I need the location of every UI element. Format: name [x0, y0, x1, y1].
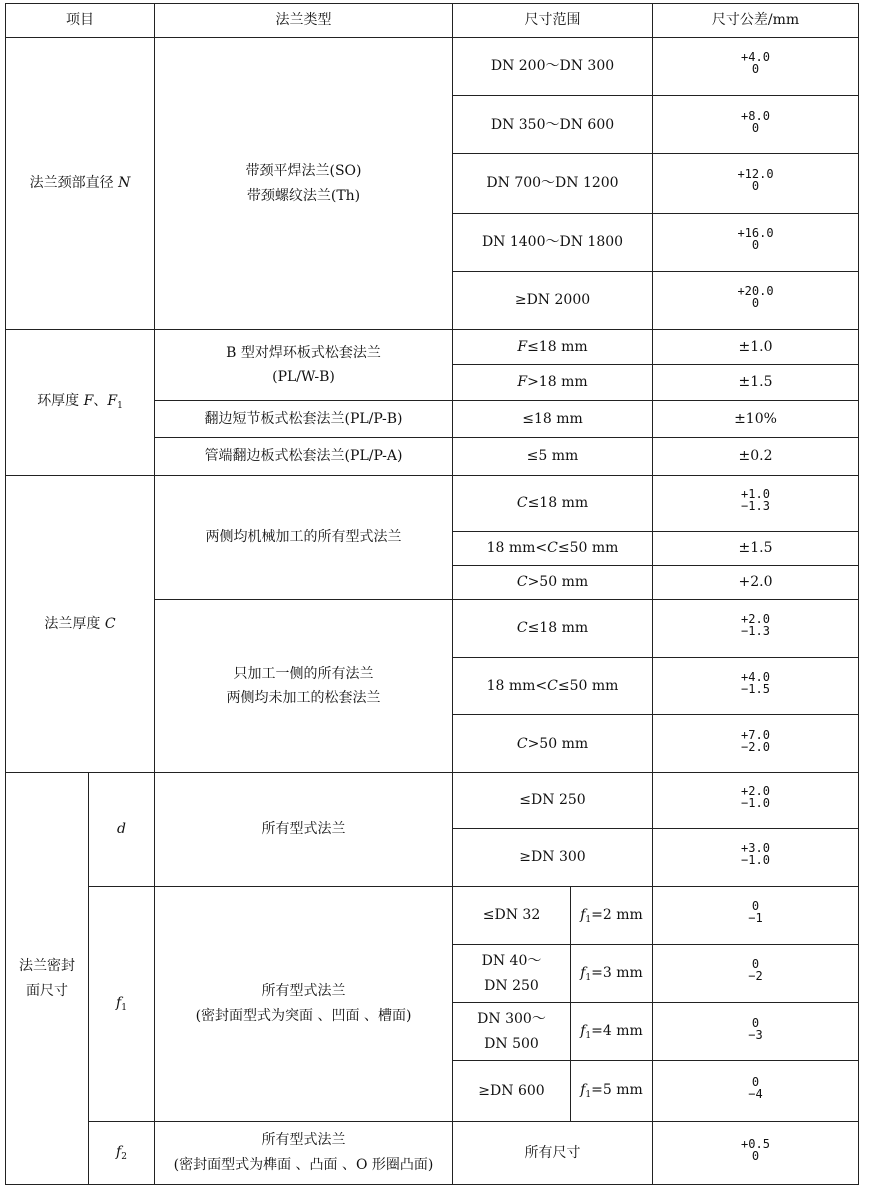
neck-range-4: ≥DN 2000 — [453, 271, 653, 329]
neck-tol-2 — [653, 154, 859, 213]
tol-upper: +2.0 — [741, 784, 770, 799]
f-sub: 1 — [585, 1030, 592, 1041]
thick-group1-type: 两侧均机械加工的所有型式法兰 — [155, 475, 453, 599]
range-line1: ≤DN 32 — [482, 907, 541, 924]
header-type: 法兰类型 — [155, 4, 453, 38]
ring-pipe-type: 管端翻边板式松套法兰(PL/P-A) — [155, 438, 453, 475]
tol-lower: 0 — [751, 179, 760, 194]
neck-item-label: 法兰颈部直径 — [29, 175, 114, 192]
ring-flare-tol: ±10% — [653, 401, 859, 438]
range-symbol: C — [547, 540, 558, 556]
f-sub: 1 — [585, 1090, 592, 1101]
table-row — [6, 773, 859, 828]
range-value: >18 mm — [527, 374, 588, 391]
header-tolerance: 尺寸公差/mm — [653, 4, 859, 38]
seal-d-range-1: ≥DN 300 — [453, 828, 653, 886]
neck-range-3: DN 1400～DN 1800 — [453, 213, 653, 271]
f-symbol: f — [580, 964, 586, 981]
neck-range-1: DN 350～DN 600 — [453, 96, 653, 154]
header-row — [6, 4, 859, 38]
f-symbol-sub: 1 — [121, 1002, 127, 1013]
seal-f2-symbol — [89, 1121, 155, 1184]
thick-g2-range-1 — [453, 658, 653, 715]
thick-group2-type — [155, 599, 453, 773]
f-value: =2 mm — [591, 906, 643, 923]
ring-item-sym1: F — [83, 393, 94, 410]
range-line1: DN 300～ — [477, 1011, 546, 1028]
thick-g1-tol-2: +2.0 — [653, 565, 859, 599]
seal-d-tol-1 — [653, 828, 859, 886]
tol-lower: 0 — [751, 62, 760, 77]
tol-lower: −1.3 — [741, 498, 770, 513]
thick-g1-range-2 — [453, 565, 653, 599]
f-symbol: f — [580, 1022, 586, 1039]
tol-lower: −1 — [748, 911, 763, 926]
thick-item-label: 法兰厚度 — [44, 615, 101, 632]
tol-upper: +0.5 — [741, 1136, 770, 1151]
seal-f1-tol-1 — [653, 945, 859, 1003]
ring-pipe-range: ≤5 mm — [453, 438, 653, 475]
range-prefix: 18 mm< — [486, 540, 548, 556]
f-value: =5 mm — [591, 1082, 643, 1099]
neck-tol-4 — [653, 271, 859, 329]
ring-item-sym2: F — [107, 393, 118, 410]
ring-tol-0: ±1.0 — [653, 330, 859, 365]
thick-g1-tol-0 — [653, 475, 859, 531]
ring-range-0 — [453, 330, 653, 365]
neck-tol-0 — [653, 38, 859, 96]
range-symbol: F — [517, 338, 528, 355]
seal-f1-tol-0 — [653, 886, 859, 944]
f-symbol: f — [116, 1143, 122, 1160]
seal-item-cell — [6, 773, 89, 1185]
header-item: 项目 — [6, 4, 155, 38]
seal-f1-range-3 — [453, 1061, 571, 1121]
ring-item-sep: 、 — [93, 393, 108, 410]
ring-item-cell — [6, 330, 155, 475]
seal-f2-tol — [653, 1121, 859, 1184]
seal-f1-type — [155, 886, 453, 1121]
seal-f1-tol-2 — [653, 1003, 859, 1061]
neck-item-cell — [6, 38, 155, 330]
tol-upper: +3.0 — [741, 841, 770, 855]
ring-item-label: 环厚度 — [37, 393, 80, 410]
seal-f1-type-line1: 所有型式法兰 — [261, 983, 346, 1000]
tol-upper: +2.0 — [741, 612, 770, 627]
range-symbol: F — [517, 374, 528, 391]
tol-lower: −1.0 — [741, 853, 770, 867]
neck-tol-3 — [653, 213, 859, 271]
ring-flare-type: 翻边短节板式松套法兰(PL/P-B) — [155, 401, 453, 438]
neck-range-2: DN 700～DN 1200 — [453, 154, 653, 213]
f-symbol: f — [116, 994, 122, 1011]
ring-b-type-line2: (PL/W-B) — [272, 369, 335, 386]
thick-g2-tol-2 — [653, 715, 859, 773]
tol-upper: +7.0 — [741, 727, 770, 742]
f-sub: 1 — [585, 914, 592, 925]
range-value: ≤18 mm — [527, 338, 588, 355]
table-row — [6, 475, 859, 531]
neck-type-line2: 带颈螺纹法兰(Th) — [246, 187, 361, 204]
neck-tol-1 — [653, 96, 859, 154]
table-row — [6, 886, 859, 944]
thick-item-cell — [6, 475, 155, 773]
thick-g1-range-0 — [453, 475, 653, 531]
seal-f1-range-0 — [453, 886, 571, 944]
tol-upper: 0 — [751, 1074, 760, 1089]
thick-item-symbol: C — [104, 615, 116, 632]
range-value: ≤50 mm — [557, 540, 619, 556]
neck-item-symbol: N — [118, 175, 131, 192]
seal-f1-range-1 — [453, 945, 571, 1003]
tol-lower: −1.0 — [741, 796, 770, 811]
range-line2: DN 250 — [484, 977, 539, 994]
range-value: >50 mm — [527, 735, 589, 752]
tol-lower: 0 — [751, 296, 760, 311]
tol-upper: +4.0 — [741, 50, 770, 65]
tol-lower: −2.0 — [741, 739, 770, 754]
table-row — [6, 330, 859, 365]
range-value: >50 mm — [527, 574, 589, 591]
tol-upper: +4.0 — [741, 669, 770, 684]
range-symbol: C — [547, 677, 558, 694]
tol-lower: 0 — [751, 120, 760, 135]
range-value: ≤18 mm — [527, 494, 589, 511]
thick-g2-range-2 — [453, 715, 653, 773]
tol-lower: −1.3 — [741, 624, 770, 639]
seal-f1-fval-2 — [571, 1003, 653, 1061]
range-line2: DN 500 — [484, 1035, 539, 1052]
neck-range-0: DN 200～DN 300 — [453, 38, 653, 96]
tol-upper: +1.0 — [741, 486, 770, 501]
tol-upper: 0 — [751, 1015, 760, 1030]
ring-item-sym2-sub: 1 — [117, 401, 123, 412]
f-sub: 1 — [585, 972, 592, 983]
tol-lower: −1.5 — [741, 681, 770, 696]
tol-lower: 0 — [751, 238, 760, 253]
ring-pipe-tol: ±0.2 — [653, 438, 859, 475]
seal-f2-type — [155, 1121, 453, 1184]
seal-f2-type-line2: (密封面型式为榫面 、凸面 、O 形圈凸面) — [173, 1156, 434, 1173]
range-symbol: C — [516, 620, 528, 637]
seal-d-tol-0 — [653, 773, 859, 828]
seal-f1-symbol — [89, 886, 155, 1121]
tol-lower: 0 — [751, 1148, 760, 1163]
tol-lower: −4 — [748, 1086, 763, 1101]
range-prefix: 18 mm< — [486, 677, 548, 694]
f-value: =4 mm — [591, 1022, 643, 1039]
ring-flare-range: ≤18 mm — [453, 401, 653, 438]
range-symbol: C — [516, 494, 528, 511]
range-value: ≤18 mm — [527, 620, 589, 637]
f-symbol: f — [580, 1082, 586, 1099]
tol-lower: −3 — [748, 1027, 763, 1042]
f-symbol-sub: 2 — [121, 1151, 127, 1162]
seal-d-type: 所有型式法兰 — [155, 773, 453, 886]
seal-f2-type-line1: 所有型式法兰 — [261, 1132, 346, 1149]
ring-b-type-cell — [155, 330, 453, 401]
tol-upper: +8.0 — [741, 108, 770, 123]
tol-upper: 0 — [751, 899, 760, 914]
f-symbol: f — [580, 906, 586, 923]
seal-f1-fval-3 — [571, 1061, 653, 1121]
thick-g2-tol-0 — [653, 599, 859, 657]
thick-g2-range-0 — [453, 599, 653, 657]
tol-upper: +12.0 — [737, 167, 774, 182]
seal-f2-range: 所有尺寸 — [453, 1121, 653, 1184]
seal-f1-fval-0 — [571, 886, 653, 944]
ring-b-type-line1: B 型对焊环板式松套法兰 — [226, 344, 381, 361]
tol-upper: +16.0 — [737, 226, 774, 241]
seal-item-line2: 面尺寸 — [26, 982, 68, 999]
seal-f1-range-2 — [453, 1003, 571, 1061]
seal-f1-tol-3 — [653, 1061, 859, 1121]
tol-upper: 0 — [751, 957, 760, 972]
ring-range-1 — [453, 365, 653, 401]
ring-tol-1: ±1.5 — [653, 365, 859, 401]
neck-type-line1: 带颈平焊法兰(SO) — [245, 163, 362, 180]
thick-g1-tol-1: ±1.5 — [653, 531, 859, 565]
table-row — [6, 1121, 859, 1184]
neck-type-cell — [155, 38, 453, 330]
range-symbol: C — [516, 735, 528, 752]
tol-lower: −2 — [748, 969, 763, 984]
seal-d-symbol: d — [89, 773, 155, 886]
thick-group2-line2: 两侧均未加工的松套法兰 — [226, 690, 381, 707]
header-range: 尺寸范围 — [453, 4, 653, 38]
flange-tolerance-table — [5, 3, 859, 1185]
table-row — [6, 38, 859, 96]
range-line1: ≥DN 600 — [478, 1082, 545, 1099]
seal-f1-type-line2: (密封面型式为突面 、凹面 、槽面) — [195, 1007, 412, 1024]
range-line1: DN 40～ — [481, 953, 542, 970]
seal-f1-fval-1 — [571, 945, 653, 1003]
thick-g1-range-1 — [453, 531, 653, 565]
seal-item-line1: 法兰密封 — [19, 958, 75, 975]
range-symbol: C — [516, 574, 528, 591]
thick-group2-line1: 只加工一侧的所有法兰 — [233, 665, 374, 682]
seal-d-range-0: ≤DN 250 — [453, 773, 653, 828]
range-value: ≤50 mm — [557, 677, 619, 694]
f-value: =3 mm — [591, 964, 643, 981]
thick-g2-tol-1 — [653, 658, 859, 715]
tol-upper: +20.0 — [737, 284, 774, 299]
